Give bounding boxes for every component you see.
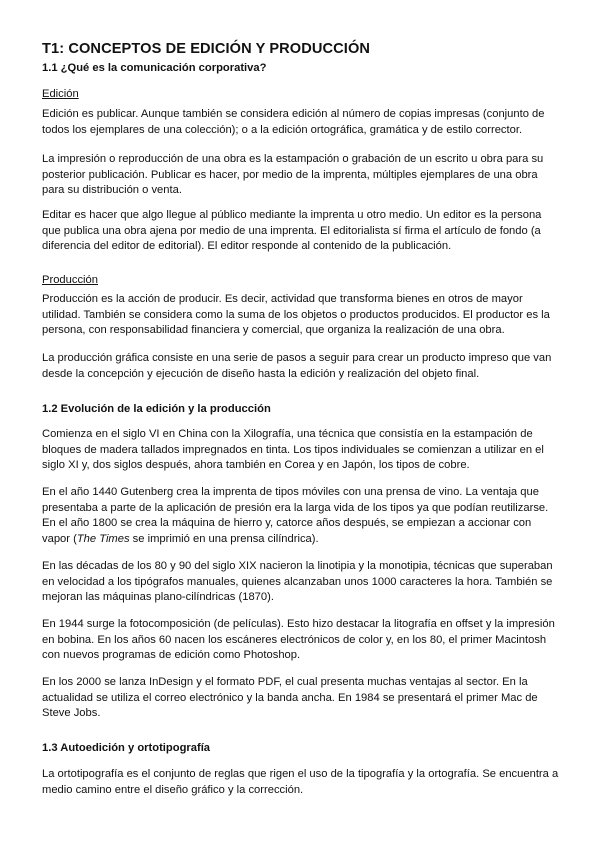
paragraph-line: presentaba a parte de la aplicación de presión era la larga vida de los tipos ya que podían reutilizarse.: [42, 501, 549, 514]
paragraph: [42, 152, 572, 199]
paragraph-line: posterior publicación. Publicar es hacer, por medio de la imprenta, múltiples ejemplares de una obra: [42, 168, 538, 181]
paragraph: [42, 208, 572, 255]
paragraph: [42, 767, 572, 798]
paragraph: [42, 351, 572, 382]
paragraph: [42, 427, 572, 474]
paragraph-line: en bobina. En los años 60 nacen los escáneres electrónicos de color y, en los 80, el primer Macintosh: [42, 633, 547, 646]
newspaper-title: The Times: [76, 532, 130, 545]
paragraph-line: Editar es hacer que algo llegue al público mediante la imprenta u otro medio. Un editor es la persona: [42, 209, 542, 221]
paragraph-line: En 1944 surge la fotocomposición (de películas). Esto hizo destacar la litografía en offset y la impresión: [42, 618, 555, 630]
paragraph: [42, 617, 572, 664]
paragraph-line: La producción gráfica consiste en una serie de pasos a seguir para crear un producto impreso que van: [42, 352, 552, 364]
paragraph-line: Steve Jobs.: [42, 707, 101, 720]
paragraph-line: que publica una obra ajena por medio de una imprenta. El editorialista sí firma el artículo de fondo (a: [42, 224, 541, 237]
paragraph-line: Comienza en el siglo VI en China con la Xilografía, una técnica que consistía en la estampación de: [42, 428, 533, 440]
paragraph-line: con nuevos programas de edición como Photoshop.: [42, 649, 301, 662]
paragraph-line: Producción es la acción de producir. Es decir, actividad que transforma bienes en otros de mayor: [42, 293, 523, 305]
section-heading-1-2: 1.2 Evolución de la edición y la producción: [42, 403, 271, 415]
paragraph-line: siglo XI y, dos siglos después, ahora también en Corea y en Japón, los tipos de cobre.: [42, 459, 470, 472]
paragraph-line: desde la concepción y ejecución de diseño hasta la edición y realización del objeto final.: [42, 367, 480, 380]
paragraph-line: para su distribución o venta.: [42, 184, 182, 197]
paragraph-line: persona, con responsabilidad financiera y comercial, que organiza la realización de una obra.: [42, 324, 505, 337]
paragraph: [42, 485, 572, 547]
paragraph: [42, 559, 572, 606]
paragraph-line: medio camino entre el diseño gráfico y la corrección.: [42, 783, 304, 796]
paragraph-line: en velocidad a los tipógrafos manuales, quienes alcanzaban unos 1000 caracteres la hora. También se: [42, 575, 553, 588]
page-title: T1: CONCEPTOS DE EDICIÓN Y PRODUCCIÓN: [42, 41, 371, 57]
paragraph-line: diferencia del editor de editorial). El editor responde al contenido de la publicación.: [42, 240, 452, 253]
paragraph-line: La ortotipografía es el conjunto de reglas que rigen el uso de la tipografía y la ortografía. Se encuentra a: [42, 768, 559, 780]
section-heading-1-3: 1.3 Autoedición y ortotipografía: [42, 742, 211, 754]
paragraph: [42, 292, 572, 339]
paragraph-line: todos los ejemplares de una colección); o a la edición ortográfica, gramática y de estilo corrector.: [42, 123, 523, 136]
edicion-label: Edición: [42, 88, 79, 100]
paragraph-line: Edición es publicar. Aunque también se considera edición al número de copias impresas (conjunto de: [42, 108, 545, 120]
vapor-text-end: se imprimió en una prensa cilíndrica).: [129, 532, 319, 545]
produccion-label: Producción: [42, 274, 98, 286]
paragraph-line: [42, 532, 572, 548]
paragraph-line: En las décadas de los 80 y 90 del siglo XIX nacieron la linotipia y la monotipia, técnicas que superaban: [42, 560, 553, 572]
paragraph-line: La impresión o reproducción de una obra es la estampación o grabación de un escrito u obra para su: [42, 153, 544, 165]
paragraph-line: bloques de madera tallados impregnados en tinta. Los tipos individuales se comienzan a utilizar en el: [42, 443, 544, 456]
paragraph-line: En los 2000 se lanza InDesign y el formato PDF, el cual presenta muchas ventajas al sector. En la: [42, 676, 528, 688]
vapor-text: vapor (: [42, 532, 77, 545]
section-heading-1-1: 1.1 ¿Qué es la comunicación corporativa?: [42, 62, 267, 74]
paragraph: [42, 675, 572, 722]
paragraph-line: mejoran las máquinas plano-cilíndricas (1870).: [42, 591, 274, 604]
paragraph-line: actualidad se utiliza el correo electrónico y la banda ancha. En 1984 se presentará el primer Mac de: [42, 691, 538, 704]
paragraph-line: En el año 1440 Gutenberg crea la imprenta de tipos móviles con una prensa de vino. La ventaja que: [42, 486, 539, 498]
paragraph-line: En el año 1800 se crea la máquina de hierro y, catorce años después, se empiezan a accionar con: [42, 517, 532, 530]
paragraph: [42, 107, 572, 138]
paragraph-line: utilidad. También se considera como la suma de los objetos o productos producidos. El productor es la: [42, 308, 550, 321]
